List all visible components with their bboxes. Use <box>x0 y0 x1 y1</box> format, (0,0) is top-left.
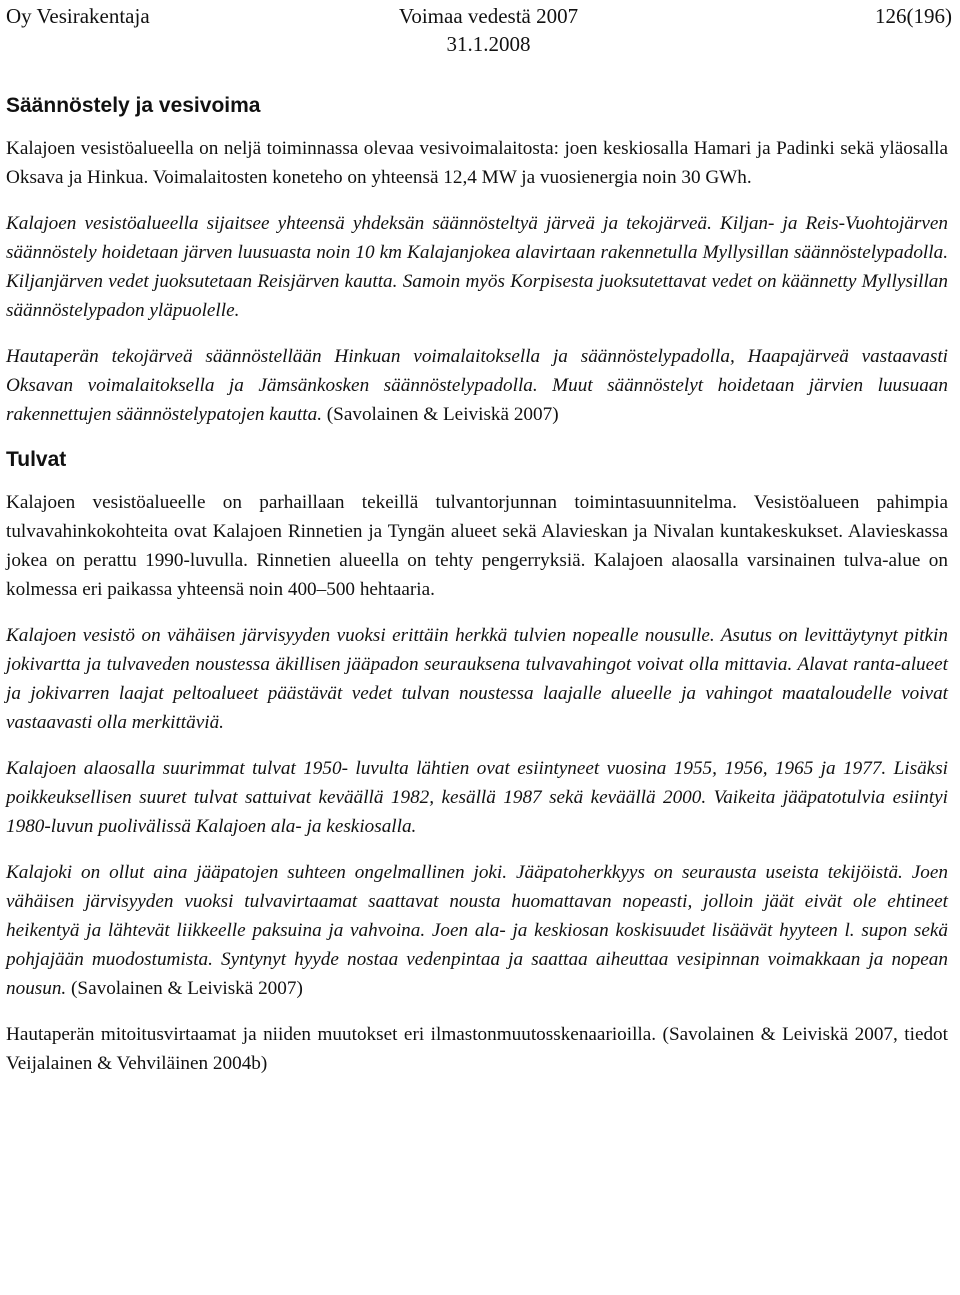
text-run: Kalajoki on ollut aina jääpatojen suhteen ongelmallinen joki. Jääpatoherkkyys on seurausta useista tekijöistä. Joen vähäisen järvisyyden vuoksi tulvavirtaamat saattavat nousta huomattavan nopeasti, jolloin jäät eivät ole ehtineet heikentyä ja lähtevät liikkeelle paksuina ja vahvoina. Joen ala- ja keskiosan koskisuudet lisäävät hyyteen l. supon sekä pohjajään muodostumista. Syntynyt hyyde nostaa vedenpintaa ja saattaa aiheuttaa vesipinnan voimakkaan ja nopean nousun. <box>6 862 948 999</box>
header-organization: Oy Vesirakentaja <box>6 4 150 28</box>
paragraph <box>6 1020 948 1078</box>
text-run: Hautaperän tekojärveä säännöstellään Hinkuan voimalaitoksella ja säännöstelypadolla, Haapajärveä vastaavasti Oksavan voimalaitoksella ja Jämsänkosken säännöstelypadolla. Muut säännöstelyt hoidetaan järvien luusuaan rakennettujen säännöstelypatojen kautta. <box>6 346 948 425</box>
header-validity <box>386 2 591 58</box>
header-validity-line1: Voimaa vedestä 2007 <box>398 4 579 28</box>
header-validity-line2: 31.1.2008 <box>446 32 531 56</box>
text-run: Kalajoen vesistöalueella on neljä toiminnassa olevaa vesivoimalaitosta: joen keskiosalla Hamari ja Padinki sekä yläosalla Oksava ja Hinkua. Voimalaitosten koneteho on yhteensä 12,4 MW ja vuosienergia noin 30 GWh. <box>6 138 948 188</box>
header-page-number: 126(196) <box>875 4 952 28</box>
section-heading-regulation: Säännöstely ja vesivoima <box>6 94 261 117</box>
page-header <box>6 2 952 58</box>
paragraph <box>6 754 948 841</box>
citation: (Savolainen & Leiviskä 2007) <box>66 978 303 999</box>
paragraph <box>6 209 948 325</box>
document-body <box>6 92 948 1095</box>
paragraph <box>6 342 948 429</box>
text-run: Kalajoen vesistö on vähäisen järvisyyden vuoksi erittäin herkkä tulvien nopealle nousulle. Asutus on levittäytynyt pitkin jokivartta ja tulvaveden noustessa äkillisen jääpadon seurauksena tulvavahingot voivat olla mittavia. Alavat ranta-alueet ja jokivarren laajat peltoalueet päästävät vedet tulvan noustessa laajalle alueelle ja vahingot maataloudelle voivat vastaavasti olla merkittäviä. <box>6 625 948 733</box>
section-heading-floods: Tulvat <box>6 448 67 471</box>
text-run: Kalajoen vesistöalueelle on parhaillaan tekeillä tulvantorjunnan toimintasuunnitelma. Vesistöalueen pahimpia tulvavahinkokohteita ovat Kalajoen Rinnetien ja Tyngän alueet sekä Alavieskan ja Nivalan kuntakeskukset. Alavieskassa jokea on perattu 1990-luvulla. Rinnetien alueella on tehty pengerryksiä. Kalajoen alaosalla varsinainen tulva-alue on kolmessa eri paikassa yhteensä noin 400–500 hehtaaria. <box>6 492 948 600</box>
paragraph <box>6 134 948 192</box>
text-run: Kalajoen vesistöalueella sijaitsee yhteensä yhdeksän säännösteltyä järveä ja tekojärveä. Kiljan- ja Reis-Vuohtojärven säännöstely hoidetaan järven luusuasta noin 10 km Kalajanjokea alavirtaan rakennetulla Myllysillan säännöstelypadolla. Kiljanjärven vedet juoksutetaan Reisjärven kautta. Samoin myös Korpisesta juoksutettavat vedet on käännetty Myllysillan säännöstelypadon yläpuolelle. <box>6 213 948 321</box>
text-run: Hautaperän mitoitusvirtaamat ja niiden muutokset eri ilmastonmuutosskenaarioilla. (Savolainen & Leiviskä 2007, tiedot Veijalainen & Vehviläinen 2004b) <box>6 1024 948 1074</box>
paragraph <box>6 858 948 1003</box>
paragraph <box>6 488 948 604</box>
citation: (Savolainen & Leiviskä 2007) <box>322 404 559 425</box>
paragraph <box>6 621 948 737</box>
text-run: Kalajoen alaosalla suurimmat tulvat 1950- luvulta lähtien ovat esiintyneet vuosina 1955, 1956, 1965 ja 1977. Lisäksi poikkeuksellisen suuret tulvat sattuivat keväällä 1982, kesällä 1987 sekä keväällä 2000. Vaikeita jääpatotulvia esiintyi 1980-luvun puolivälissä Kalajoen ala- ja keskiosalla. <box>6 758 948 837</box>
